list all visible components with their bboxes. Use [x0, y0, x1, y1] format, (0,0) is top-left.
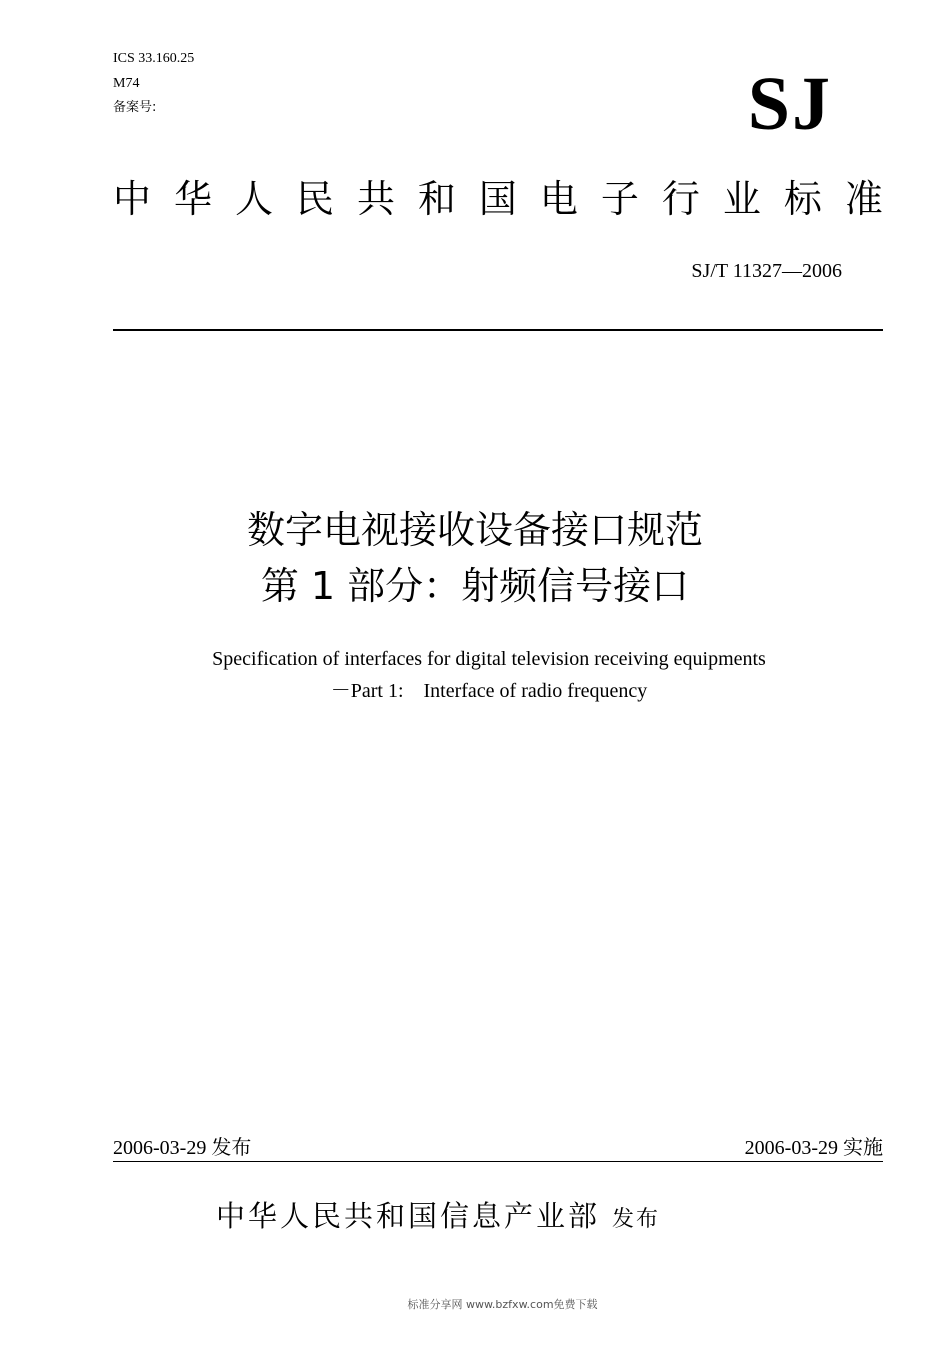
- document-title-en-line1: Specification of interfaces for digital television receiving equipments: [212, 648, 766, 670]
- sj-logo: SJ: [747, 62, 832, 146]
- ics-code: ICS 33.160.25: [113, 51, 195, 66]
- record-number-label: 备案号:: [113, 100, 157, 115]
- publisher: [216, 1196, 660, 1240]
- publisher-name: 中华人民共和国信息产业部: [216, 1199, 601, 1233]
- title-char: 中: [113, 177, 152, 221]
- implementation-date: [745, 1134, 883, 1161]
- title-char: 子: [600, 177, 639, 221]
- document-title-cn-line2: 第 1 部分：射频信号接口: [260, 564, 690, 608]
- implementation-date-label: 实施: [843, 1135, 883, 1159]
- title-char: 和: [417, 177, 456, 221]
- footer-watermark: 标准分享网 www.bzfxw.com免费下载: [407, 1298, 598, 1311]
- category-code: M74: [113, 76, 140, 91]
- bottom-divider: [113, 1161, 883, 1162]
- document-title-en-line2: －Part 1: Interface of radio frequency: [330, 680, 648, 702]
- publisher-action: 发布: [612, 1207, 661, 1232]
- title-char: 共: [356, 177, 395, 221]
- title-char: 标: [783, 177, 822, 221]
- standard-category-title: [113, 175, 883, 223]
- top-divider: [113, 329, 883, 331]
- title-char: 人: [234, 177, 273, 221]
- issue-date: [113, 1134, 251, 1161]
- title-char: 国: [478, 177, 517, 221]
- implementation-date-value: 2006-03-29: [744, 1137, 838, 1159]
- title-char: 行: [661, 177, 700, 221]
- document-title-cn-line1: 数字电视接收设备接口规范: [246, 508, 703, 552]
- issue-date-label: 发布: [211, 1135, 252, 1159]
- issue-date-value: 2006-03-29: [113, 1137, 207, 1159]
- title-char: 民: [295, 177, 334, 221]
- title-char: 电: [539, 177, 578, 221]
- title-char: 准: [844, 177, 883, 221]
- title-char: 业: [722, 177, 761, 221]
- standard-number: SJ/T 11327—2006: [691, 260, 842, 282]
- title-char: 华: [173, 177, 212, 221]
